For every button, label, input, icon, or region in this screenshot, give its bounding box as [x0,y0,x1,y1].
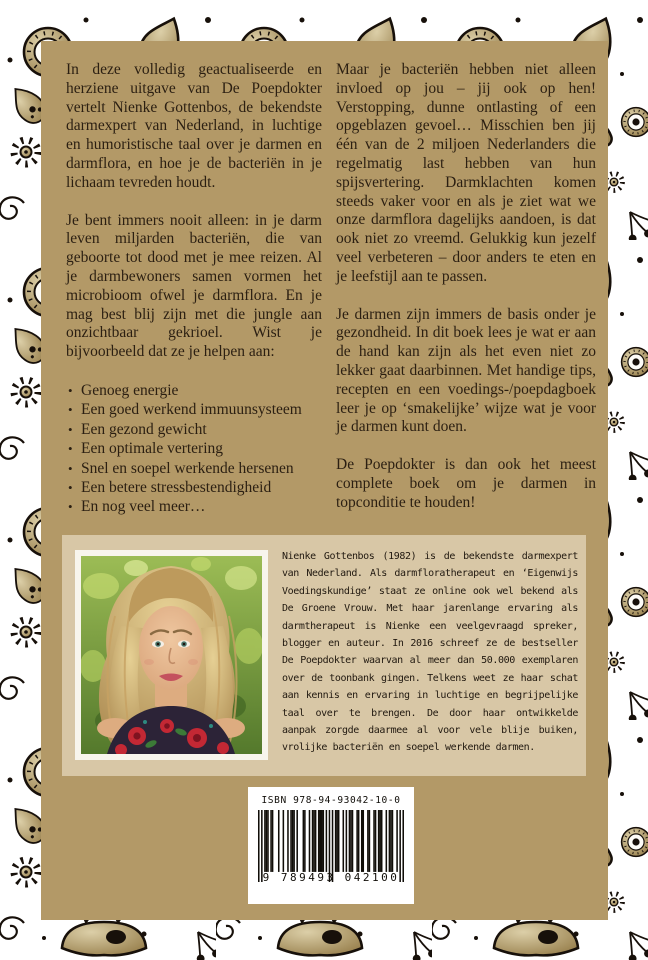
author-bio-box [62,535,586,776]
benefit-item: • Een gezond gewicht [66,420,322,439]
blurb-paragraph: Maar je bacteriën hebben niet alleen invloed op jou – jij ook op hen! Verstopping, dunne ontlasting of een opgeblazen gevoel… Misschien ben jij één van de 2 miljoen Nederlanders die regelmatig last hebben van hun spijsvertering. Darmklachten komen steeds vaker voor en als je ziet wat we onze darmflora dagelijks aandoen, is dat ook niet zo vreemd. Gelukkig kun jezelf veel verbeteren – door anders te eten en je leefstijl aan te passen. [336,61,596,285]
blurb-columns [66,61,596,517]
barcode-digits: 9 789493 042100 [262,871,400,884]
benefit-item: • Snel en soepel werkende hersenen [66,459,322,478]
benefit-item: • Een goed werkend immuunsysteem [66,400,322,419]
blurb-paragraph: Je darmen zijn immers de basis onder je gezondheid. In dit boek lees je wat er aan de hand kan zijn als het even niet zo lekker gaat daarbinnen. Met handige tips, recepten en een voedings-/poepdagboek leer je op ‘smakelijke’ wijze wat je voor je darmen kunt doen. [336,305,596,436]
isbn-label: ISBN 978-94-93042-10-0 [261,795,401,806]
blurb-paragraph: Je bent immers nooit alleen: in je darm leven miljarden bacteriën, die van geboorte tot dood met je mee reizen. Al je darmbewoners samen vormen het microbioom ofwel je darmflora. En je mag best blij zijn met die jungle aan onzichtbaar gekrioel. Wist je bijvoorbeeld dat ze je helpen aan: [66,211,322,361]
author-photo [75,550,268,760]
author-portrait-icon [81,556,262,754]
benefit-item: • Genoeg energie [66,381,322,400]
benefit-item: • En nog veel meer… [66,497,322,516]
blurb-column-right [336,61,596,517]
benefits-list [66,381,322,517]
isbn-barcode [248,787,414,904]
blurb-paragraph: De Poepdokter is dan ook het meest complete boek om je darmen in topconditie te houden! [336,456,596,511]
author-bio-text: Nienke Gottenbos (1982) is de bekendste darmexpert van Nederland. Als darmfloratherapeut en ‘Eigenwijs Voedingskundige’ staat ze online ook wel bekend als De Groene Vrouw. Met haar jarenlange ervaring als darmtherapeut is Nienke een veelgevraagd spreker, blogger en auteur. In 2016 schreef ze de bestseller De Poepdokter waarvan al meer dan 50.000 exemplaren over de toonbank gingen. Telkens weet ze haar schat aan kennis en ervaring in luchtige en begrijpelijke taal over te brengen. De door haar ontwikkelde aanpak zorgde daarmee al voor vele blije buiken, vrolijke bacteriën en soepel werkende darmen. [282,551,578,754]
back-cover-panel [41,41,608,920]
blurb-paragraph: In deze volledig geactualiseerde en herziene uitgave van De Poepdokter vertelt Nienke Gottenbos, de bekendste darmexpert van Nederland, in luchtige en humoristische taal over je darmen en darmflora, en hoe je de bacteriën in je lichaam tevreden houdt. [66,61,322,191]
benefit-item: • Een betere stressbestendigheid [66,478,322,497]
blurb-column-left [66,61,322,517]
benefit-item: • Een optimale vertering [66,439,322,458]
